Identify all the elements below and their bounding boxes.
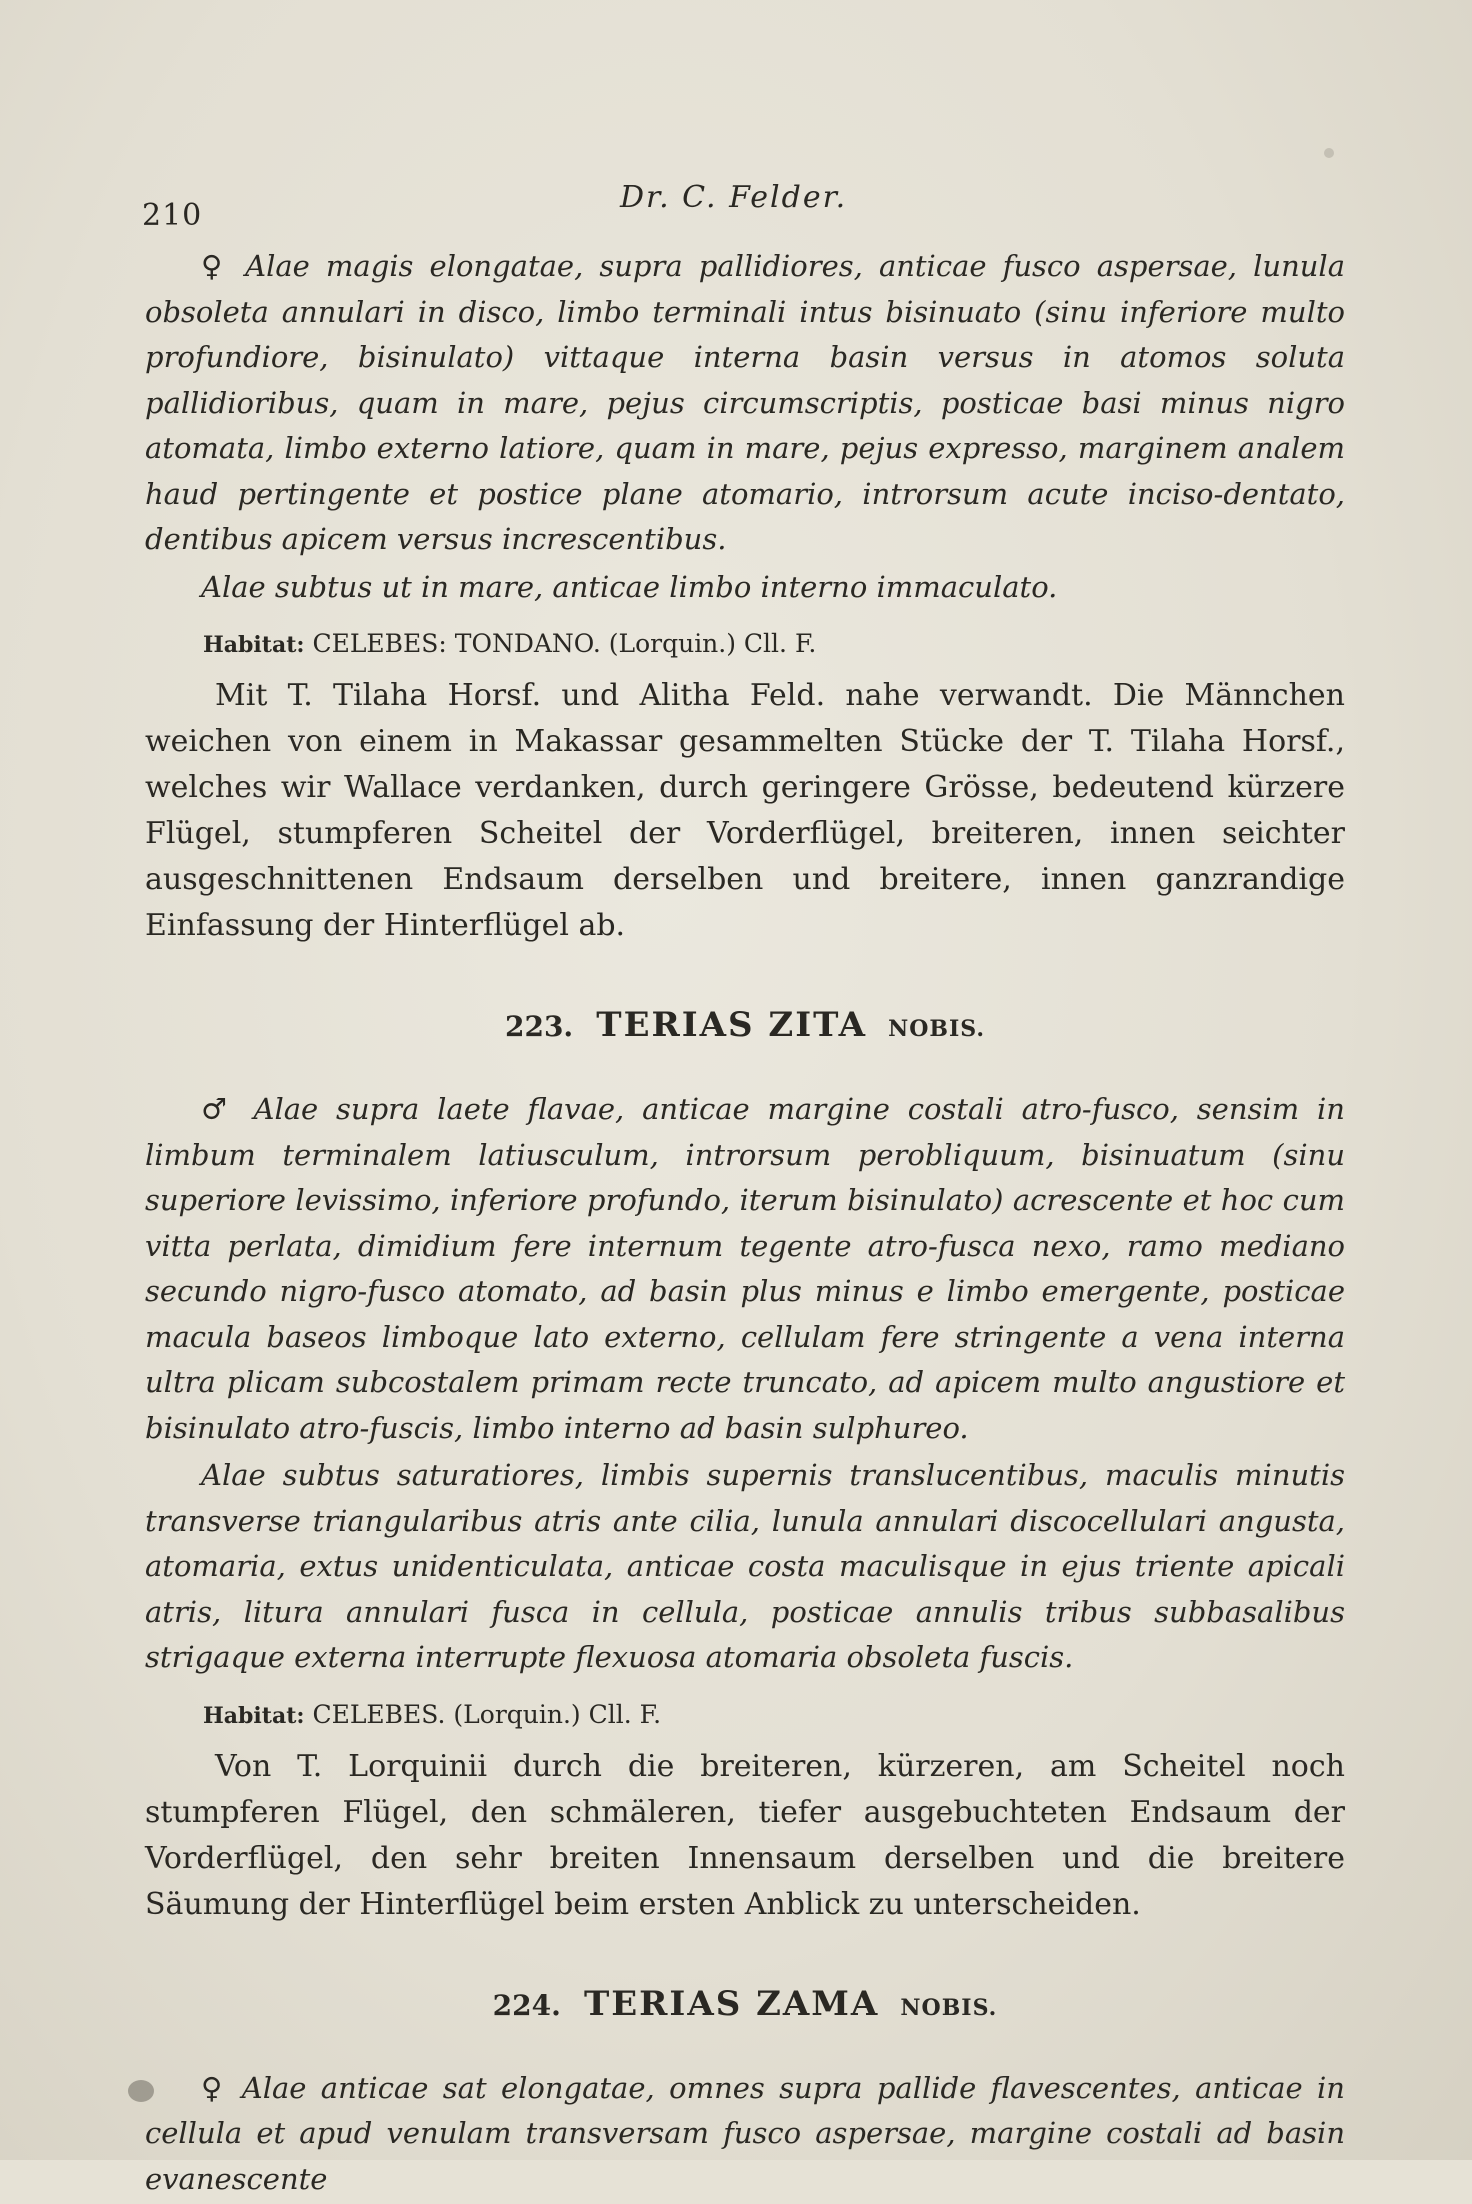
latin-description-underside: Alae subtus saturatiores, limbis supernis translucentibus, maculis minutis transverse triangularibus atris ante cilia, lunula annulari discocellulari angusta, atomaria, extus unidenticulata, anticae costa maculisque in ejus triente apicali atris, litura annulari fusca in cellula, posticae annulis tribus subbasalibus strigaque externa interrupte flexuosa atomaria obsoleta fuscis. <box>145 1458 1345 1674</box>
habitat-text: CELEBES. (Lorquin.) Cll. F. <box>312 1699 662 1729</box>
latin-description-underside: Alae subtus ut in mare, anticae limbo interno immaculato. <box>201 569 1058 604</box>
page-header <box>142 180 1342 233</box>
habitat-label: Habitat: <box>203 632 305 658</box>
latin-description-female: ♀ Alae magis elongatae, supra pallidiores, anticae fusco aspersae, lunula obsoleta annulari in disco, limbo terminali intus bisinuato (sinu inferiore multo profundiore, bisinulato) vittaque interna basin versus in atomos soluta pallidioribus, quam in mare, pejus circumscriptis, posticae basi minus nigro atomata, limbo externo latiore, quam in mare, pejus expresso, marginem analem haud pertingente et postice plane atomario, introrsum acute inciso-dentato, dentibus apicem versus increscentibus. <box>145 249 1345 556</box>
latin-description-male: ♂ Alae supra laete flavae, anticae margine costali atro-fusco, sensim in limbum terminalem latiusculum, introrsum perobliquum, bisinuatum (sinu superiore levissimo, inferiore profundo, iterum bisinulato) acrescente et hoc cum vitta perlata, dimidium fere internum tegente atro-fusca nexo, ramo mediano secundo nigro-fusco atomato, ad basin plus minus e limbo emergente, posticae macula baseos limboque lato externo, cellulam fere stringente a vena interna ultra plicam subcostalem primam recte truncato, ad apicem multo angustiore et bisinulato atro-fuscis, limbo interno ad basin sulphureo. <box>145 1092 1345 1445</box>
species-number: 224. <box>492 1988 561 2022</box>
species-heading-223 <box>145 1005 1345 1045</box>
habitat-line <box>203 1695 1345 1736</box>
species-name: TERIAS ZAMA <box>583 1983 880 2024</box>
german-remarks: Mit T. Tilaha Horsf. und Alitha Feld. nahe verwandt. Die Männchen weichen von einem in Makassar gesammelten Stücke der T. Tilaha Horsf., welches wir Wallace verdanken, durch geringere Grösse, bedeutend kürzere Flügel, stumpferen Scheitel der Vorderflügel, breiteren, innen seichter ausgeschnittenen Endsaum derselben und breitere, innen ganzrandige Einfassung der Hinterflügel ab. <box>145 678 1345 943</box>
species-number: 223. <box>504 1010 574 1043</box>
running-head: Dr. C. Felder. <box>620 180 848 215</box>
species-author: NOBIS. <box>888 1016 985 1042</box>
german-remarks: Von T. Lorquinii durch die breiteren, kürzeren, am Scheitel noch stumpferen Flügel, den schmäleren, tiefer ausgebuchteten Endsaum der Vorderflügel, den sehr breiten Innensaum derselben und die breitere Säumung der Hinterflügel beim ersten Anblick zu unterscheiden. <box>145 1748 1345 1922</box>
page-number: 210 <box>142 198 203 233</box>
habitat-line <box>203 624 1345 665</box>
habitat-text: CELEBES: TONDANO. (Lorquin.) Cll. F. <box>312 629 817 658</box>
paper-stain <box>128 2080 154 2102</box>
latin-description-female: ♀ Alae anticae sat elongatae, omnes supra pallide flavescentes, anticae in cellula et apud venulam transversam fusco aspersae, margine costali ad basin evanescente <box>145 2070 1345 2196</box>
species-name: TERIAS ZITA <box>596 1005 867 1045</box>
habitat-label: Habitat: <box>203 1702 305 1729</box>
species-heading-224 <box>145 1984 1345 2024</box>
page-body <box>145 244 1345 2204</box>
paper-stain <box>1324 148 1334 158</box>
species-author: NOBIS. <box>900 1994 998 2021</box>
